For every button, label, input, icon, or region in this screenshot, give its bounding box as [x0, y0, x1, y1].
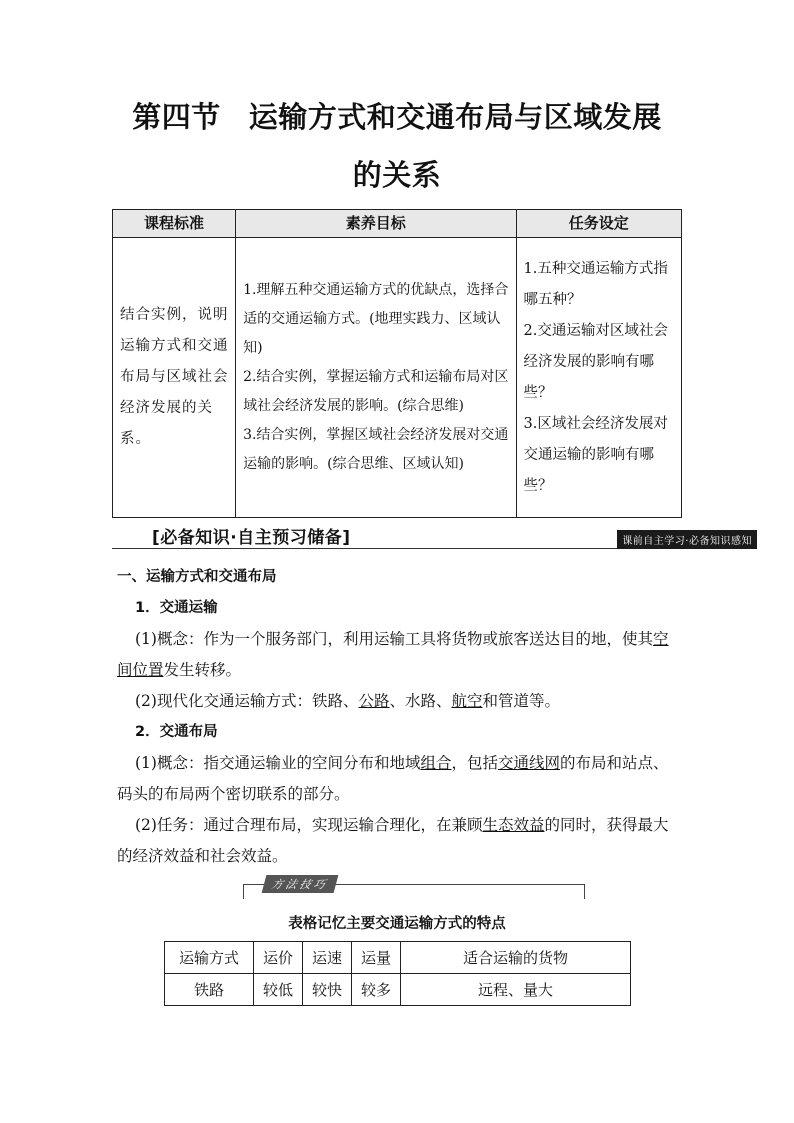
objectives-header-row [113, 210, 682, 238]
blank-answer: 航空 [451, 692, 483, 710]
band-title: [必备知识·自主预习储备] [152, 528, 351, 548]
page-title-line1 [0, 95, 794, 136]
literacy-goals-cell [236, 238, 516, 518]
section-band [112, 521, 757, 549]
task-item: 2.交通运输对区域社会经济发展的影响有哪些？ [523, 322, 668, 401]
knowledge-content [117, 562, 682, 872]
text-span: (2)任务：通过合理布局，实现运输合理化，在兼顾 [135, 816, 483, 834]
header-volume: 运量 [352, 942, 401, 974]
heading-layout: 2．交通布局 [135, 724, 218, 740]
transport-modes [117, 686, 682, 717]
section-name: 运输方式和交通布局与区域发展 [248, 100, 662, 134]
goal-item: 1.理解五种交通运输方式的优缺点，选择合适的交通运输方式。(地理实践力、区域认知) [243, 282, 509, 356]
task-item: 1.五种交通运输方式指哪五种？ [523, 260, 668, 308]
header-goods: 适合运输的货物 [401, 942, 631, 974]
text-span: (1)概念：作为一个服务部门，利用运输工具将货物或旅客送达目的地，使其 [135, 630, 653, 648]
text-span: 、水路、 [389, 692, 452, 710]
blank-answer: 组合 [420, 754, 452, 772]
header-speed: 运速 [303, 942, 352, 974]
text-span: (2)现代化交通运输方式：铁路、 [135, 692, 359, 710]
method-tips-tag: 方法技巧 [262, 875, 339, 893]
transport-concept [117, 624, 682, 686]
header-tasks: 任务设定 [516, 210, 681, 238]
header-mode: 运输方式 [165, 942, 254, 974]
cell-speed: 较快 [303, 974, 352, 1006]
cell-goods: 远程、量大 [401, 974, 631, 1006]
blank-answer: 公路 [358, 692, 390, 710]
course-standard-cell: 结合实例，说明运输方式和交通布局与区域社会经济发展的关系。 [113, 238, 236, 518]
transport-table [164, 941, 631, 1006]
header-goals: 素养目标 [236, 210, 516, 238]
blank-answer: 生态效益 [482, 816, 545, 834]
text-span: 和管道等。 [482, 692, 561, 710]
table-row [165, 974, 631, 1006]
blank-answer: 交通线网 [498, 754, 561, 772]
cell-volume: 较多 [352, 974, 401, 1006]
text-span: (1)概念：指交通运输业的空间分布和地域 [135, 754, 421, 772]
text-span: ，包括 [451, 754, 498, 772]
heading-transport: 1．交通运输 [135, 600, 218, 616]
goal-item: 2.结合实例，掌握运输方式和运输布局对区域社会经济发展的影响。(综合思维) [243, 369, 509, 414]
header-price: 运价 [254, 942, 303, 974]
task-setting-cell [516, 238, 681, 518]
header-standard: 课程标准 [113, 210, 236, 238]
text-span: 的布局和站点、码头的布局两个密切联系的部分。 [117, 754, 669, 803]
page-title-line2: 的关系 [352, 158, 442, 192]
heading-1: 一、运输方式和交通布局 [117, 569, 277, 585]
transport-header-row [165, 942, 631, 974]
text-span: 的同时，获得最大的经济效益和社会效益。 [117, 816, 669, 865]
method-tips-frame [243, 878, 585, 899]
section-number: 第四节 [132, 100, 221, 134]
band-tag: 课前自主学习·必备知识感知 [617, 530, 757, 549]
task-item: 3.区域社会经济发展对交通运输的影响有哪些？ [523, 415, 668, 494]
objectives-table [112, 209, 682, 518]
text-span: 发生转移。 [163, 661, 242, 679]
cell-price: 较低 [254, 974, 303, 1006]
layout-concept [117, 748, 682, 810]
transport-table-caption: 表格记忆主要交通运输方式的特点 [288, 916, 506, 932]
cell-mode: 铁路 [165, 974, 254, 1006]
blank-answer: 空间位置 [117, 630, 669, 679]
objectives-body-row [113, 238, 682, 518]
layout-task [117, 810, 682, 872]
goal-item: 3.结合实例，掌握区域社会经济发展对交通运输的影响。(综合思维、区域认知) [243, 427, 509, 472]
